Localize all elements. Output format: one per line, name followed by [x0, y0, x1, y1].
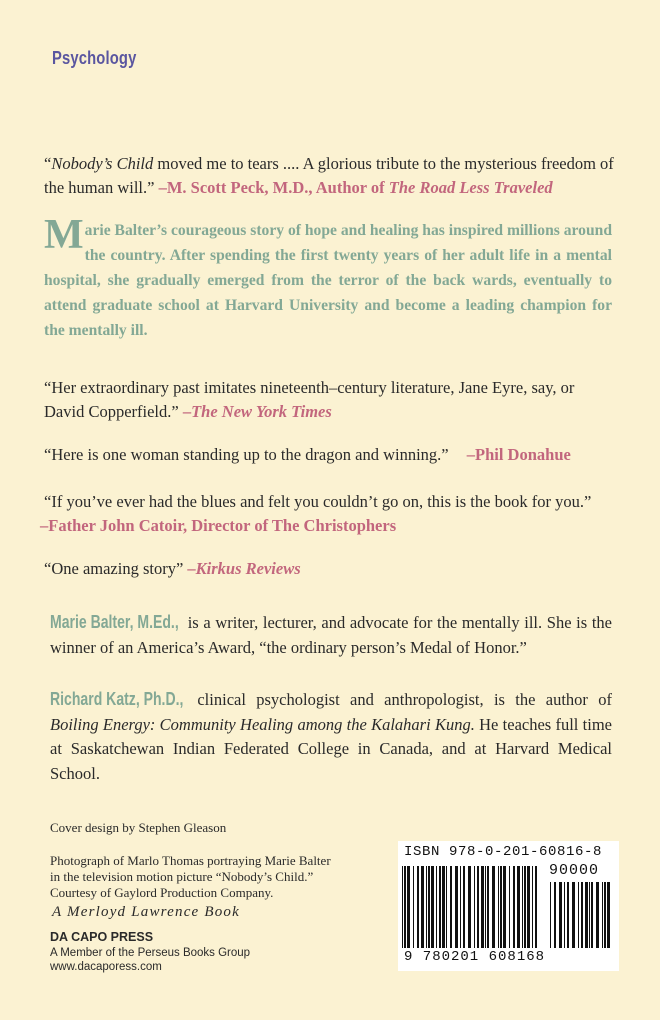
barcode-bar [450, 866, 452, 948]
author-bio-balter [50, 610, 612, 660]
quote-text: “Here is one woman standing up to the dragon and winning.” [44, 445, 449, 464]
drop-cap: M [44, 212, 84, 258]
isbn-text: ISBN 978-0-201-60816-8 [404, 844, 603, 860]
quote-open: “ [44, 154, 52, 173]
barcode-bar [404, 866, 406, 948]
barcode-bar [604, 882, 606, 948]
barcode-bar [591, 882, 593, 948]
ean-number: 9 780201 608168 [404, 949, 546, 965]
barcode-bar [567, 882, 569, 948]
barcode-bar [417, 866, 419, 948]
barcode-bar [589, 882, 590, 948]
barcode-bar [517, 866, 520, 948]
photo-credit: Photograph of Marlo Thomas portraying Marie Balter in the television motion picture “Nobody’s Child.” Courtesy of Gaylord Production Company. [50, 853, 331, 900]
barcode-bar [431, 866, 434, 948]
quote-nyt: “Her extraordinary past imitates nineteenth–century literature, Jane Eyre, say, or David Copperfield.” –The New York Times [44, 378, 575, 421]
quote-text: “One amazing story” [44, 559, 184, 578]
barcode-bar [535, 866, 537, 948]
quote-catoir [40, 490, 620, 538]
barcode-bar [500, 866, 502, 948]
barcode-bar [407, 866, 410, 948]
barcode-bar [487, 866, 489, 948]
barcode-bar [550, 882, 551, 948]
barcode-bar [446, 866, 447, 948]
author-name: Marie Balter, M.Ed., [50, 612, 179, 632]
barcode-bar [485, 866, 486, 948]
blurb-text: arie Balter’s courageous story of hope and healing has inspired millions around the country. After spending the first twenty years of her adult life in a mental hospital, she gradually emerged from the terror of the back wards, eventually to attend graduate school at Harvard University and become a leading champion for the mentally ill. [44, 222, 612, 339]
barcode-bar [421, 866, 424, 948]
barcode-bar [503, 866, 506, 948]
barcode-bar [426, 866, 427, 948]
book-title: Boiling Energy: Community Healing among the Kalahari Kung. [50, 714, 475, 734]
barcode-bar [455, 866, 458, 948]
barcode-bar [460, 866, 461, 948]
barcode-bar [554, 882, 556, 948]
barcode-bar [498, 866, 499, 948]
quote-attribution: –M. Scott Peck, M.D., Author of [154, 178, 389, 197]
barcode-bar [596, 882, 599, 948]
barcode-bar [463, 866, 465, 948]
barcode-bar [474, 866, 475, 948]
quote-text: “Her extraordinary past imitates nineteenth–century literature, Jane Eyre, say, or David Copperfield.” [44, 378, 575, 421]
barcode-bar [413, 866, 414, 948]
barcode-bar [522, 866, 523, 948]
author-bio-katz: Richard Katz, Ph.D., clinical psychologist and anthropologist, is the author of Boiling Energy: Community Healing among the Kalahari Kung. He teaches full time at Saskatchewan Indian Federated College in Canada, and at Harvard Medical School. [50, 689, 613, 783]
barcode-bar [442, 866, 445, 948]
barcode-bar [602, 882, 603, 948]
quote-attribution: –Phil Donahue [466, 445, 571, 464]
barcode-addon-number: 90000 [549, 862, 600, 879]
quote-text: moved me to tears .... A glorious tribute to the mysterious freedom of the human will.” [44, 154, 614, 197]
barcode-bar [477, 866, 479, 948]
barcode-bar [607, 882, 610, 948]
barcode-bar [513, 866, 515, 948]
barcode-bar [481, 866, 484, 948]
barcode-bar [492, 866, 495, 948]
barcode-bar [439, 866, 441, 948]
barcode-bar [564, 882, 565, 948]
publisher-name: DA CAPO PRESS [50, 930, 154, 944]
quote-attribution: –Father John Catoir, Director of The Christophers [40, 516, 397, 535]
barcode-bar [468, 866, 471, 948]
quote-attribution-title: The Road Less Traveled [388, 178, 553, 197]
barcode-bar [581, 882, 583, 948]
barcode-bar [572, 882, 575, 948]
quote-attribution: Kirkus Reviews [195, 559, 301, 578]
quote-donahue [44, 443, 614, 467]
barcode-bar [532, 866, 533, 948]
barcode-bar [524, 866, 526, 948]
addon-bars [550, 882, 610, 948]
quote-peck [44, 152, 614, 200]
bio-text: is a writer, lecturer, and advocate for the mentally ill. She is the winner of an America’s Award, “the ordinary person’s Medal of Honor.” [50, 613, 612, 657]
barcode-bar [428, 866, 430, 948]
ean-bars [402, 866, 537, 948]
barcode-bar [509, 866, 510, 948]
publisher-website: www.dacaporess.com [50, 961, 162, 973]
quote-kirkus: “One amazing story” –Kirkus Reviews [44, 559, 301, 578]
category-label: Psychology [52, 48, 137, 68]
barcode-bar [402, 866, 403, 948]
barcode-bar [585, 882, 588, 948]
quote-text: “If you’ve ever had the blues and felt you couldn’t go on, this is the book for you.” [44, 492, 592, 511]
description-blurb [44, 212, 612, 343]
imprint-line: A Merloyd Lawrence Book [52, 904, 240, 920]
quote-title: Nobody’s Child [51, 154, 154, 173]
barcode-bar [527, 866, 530, 948]
barcode-bar [559, 882, 562, 948]
publisher-info: A Member of the Perseus Books Group www.dacaporess.com [50, 947, 251, 973]
quote-attribution: The New York Times [191, 402, 332, 421]
cover-design-credit: Cover design by Stephen Gleason [50, 820, 227, 835]
barcode-graphic [400, 860, 616, 952]
barcode-bar [578, 882, 579, 948]
author-name: Richard Katz, Ph.D., [50, 689, 184, 709]
barcode-bar [436, 866, 437, 948]
